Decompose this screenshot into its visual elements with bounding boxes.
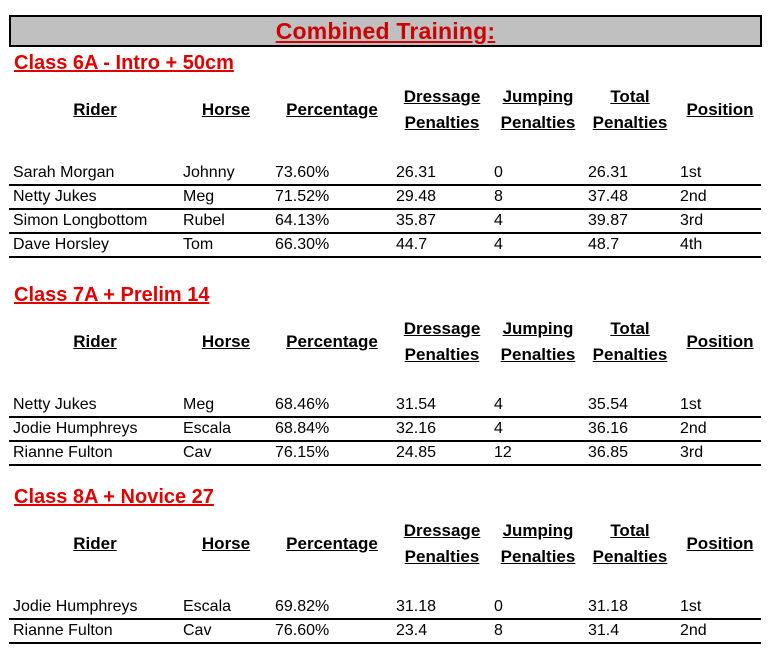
header-dressage-penalties-line: Penalties xyxy=(404,345,480,364)
page-banner xyxy=(9,15,762,47)
cell-jumping: 4 xyxy=(494,420,503,437)
table-row-divider xyxy=(9,464,761,466)
cell-total: 26.31 xyxy=(588,164,629,181)
cell-rider: Jodie Humphreys xyxy=(13,420,138,437)
cell-position: 1st xyxy=(680,164,702,181)
header-jumping-penalties-line: Jumping xyxy=(502,521,574,540)
header-total-penalties-line: Penalties xyxy=(592,113,668,132)
cell-rider: Netty Jukes xyxy=(13,396,97,413)
header-jumping-penalties-line: Jumping xyxy=(502,319,574,338)
cell-position: 3rd xyxy=(680,212,704,229)
cell-total: 36.85 xyxy=(588,444,629,461)
cell-jumping: 8 xyxy=(494,622,503,639)
cell-horse: Tom xyxy=(183,236,214,253)
cell-position: 2nd xyxy=(680,622,707,639)
cell-percentage: 68.84% xyxy=(275,420,330,437)
cell-total: 35.54 xyxy=(588,396,629,413)
header-jumping-penalties-line: Penalties xyxy=(500,113,576,132)
cell-total: 36.16 xyxy=(588,420,629,437)
header-rider: Rider xyxy=(73,100,117,119)
header-total-penalties-line: Total xyxy=(610,521,650,540)
header-percentage: Percentage xyxy=(286,534,378,553)
cell-position: 4th xyxy=(680,236,703,253)
header-total-penalties-line: Penalties xyxy=(592,547,668,566)
cell-percentage: 76.15% xyxy=(275,444,330,461)
table-row-divider xyxy=(9,256,761,258)
cell-dressage: 23.4 xyxy=(396,622,428,639)
cell-position: 2nd xyxy=(680,188,707,205)
cell-rider: Rianne Fulton xyxy=(13,444,113,461)
header-dressage-penalties-line: Dressage xyxy=(403,521,481,540)
cell-dressage: 44.7 xyxy=(396,236,428,253)
header-percentage: Percentage xyxy=(286,100,378,119)
class-title: Class 6A - Intro + 50cm xyxy=(14,52,234,74)
cell-rider: Jodie Humphreys xyxy=(13,598,138,615)
cell-horse: Meg xyxy=(183,188,215,205)
header-rider: Rider xyxy=(73,332,117,351)
cell-dressage: 31.54 xyxy=(396,396,437,413)
header-total-penalties-line: Total xyxy=(610,87,650,106)
header-horse: Horse xyxy=(201,100,251,119)
cell-jumping: 12 xyxy=(494,444,512,461)
header-jumping-penalties-line: Penalties xyxy=(500,547,576,566)
cell-position: 1st xyxy=(680,396,702,413)
cell-percentage: 68.46% xyxy=(275,396,330,413)
header-total-penalties-line: Total xyxy=(610,319,650,338)
cell-percentage: 76.60% xyxy=(275,622,330,639)
cell-dressage: 35.87 xyxy=(396,212,437,229)
header-horse: Horse xyxy=(201,332,251,351)
cell-position: 3rd xyxy=(680,444,704,461)
cell-jumping: 8 xyxy=(494,188,503,205)
cell-rider: Dave Horsley xyxy=(13,236,110,253)
cell-rider: Netty Jukes xyxy=(13,188,97,205)
cell-total: 31.18 xyxy=(588,598,629,615)
class-title: Class 7A + Prelim 14 xyxy=(14,284,210,306)
cell-horse: Escala xyxy=(183,420,232,437)
header-position: Position xyxy=(686,100,754,119)
cell-percentage: 71.52% xyxy=(275,188,330,205)
header-jumping-penalties-line: Penalties xyxy=(500,345,576,364)
cell-horse: Meg xyxy=(183,396,215,413)
table-row-divider xyxy=(9,208,761,210)
cell-jumping: 4 xyxy=(494,212,503,229)
cell-jumping: 0 xyxy=(494,598,503,615)
cell-jumping: 0 xyxy=(494,164,503,181)
table-row-divider xyxy=(9,440,761,442)
cell-rider: Rianne Fulton xyxy=(13,622,113,639)
cell-percentage: 69.82% xyxy=(275,598,330,615)
header-dressage-penalties-line: Penalties xyxy=(404,547,480,566)
header-rider: Rider xyxy=(73,534,117,553)
table-row-divider xyxy=(9,416,761,418)
cell-dressage: 32.16 xyxy=(396,420,437,437)
class-title: Class 8A + Novice 27 xyxy=(14,486,214,508)
cell-dressage: 31.18 xyxy=(396,598,437,615)
page-title: Combined Training: xyxy=(275,18,496,44)
table-row-divider xyxy=(9,618,761,620)
cell-rider: Sarah Morgan xyxy=(13,164,115,181)
cell-dressage: 24.85 xyxy=(396,444,437,461)
header-dressage-penalties-line: Dressage xyxy=(403,319,481,338)
cell-total: 31.4 xyxy=(588,622,620,639)
header-jumping-penalties-line: Jumping xyxy=(502,87,574,106)
header-position: Position xyxy=(686,332,754,351)
header-dressage-penalties-line: Dressage xyxy=(403,87,481,106)
table-row-divider xyxy=(9,232,761,234)
cell-horse: Johnny xyxy=(183,164,235,181)
cell-total: 37.48 xyxy=(588,188,629,205)
cell-dressage: 29.48 xyxy=(396,188,437,205)
cell-horse: Cav xyxy=(183,444,212,461)
cell-jumping: 4 xyxy=(494,396,503,413)
header-dressage-penalties-line: Penalties xyxy=(404,113,480,132)
cell-total: 39.87 xyxy=(588,212,629,229)
header-total-penalties-line: Penalties xyxy=(592,345,668,364)
cell-horse: Cav xyxy=(183,622,212,639)
header-position: Position xyxy=(686,534,754,553)
cell-jumping: 4 xyxy=(494,236,503,253)
cell-dressage: 26.31 xyxy=(396,164,437,181)
header-percentage: Percentage xyxy=(286,332,378,351)
cell-total: 48.7 xyxy=(588,236,620,253)
cell-rider: Simon Longbottom xyxy=(13,212,148,229)
cell-percentage: 66.30% xyxy=(275,236,330,253)
header-horse: Horse xyxy=(201,534,251,553)
table-row-divider xyxy=(9,642,761,644)
cell-percentage: 64.13% xyxy=(275,212,330,229)
cell-horse: Rubel xyxy=(183,212,225,229)
cell-position: 2nd xyxy=(680,420,707,437)
table-row-divider xyxy=(9,184,761,186)
cell-position: 1st xyxy=(680,598,702,615)
cell-horse: Escala xyxy=(183,598,232,615)
cell-percentage: 73.60% xyxy=(275,164,330,181)
